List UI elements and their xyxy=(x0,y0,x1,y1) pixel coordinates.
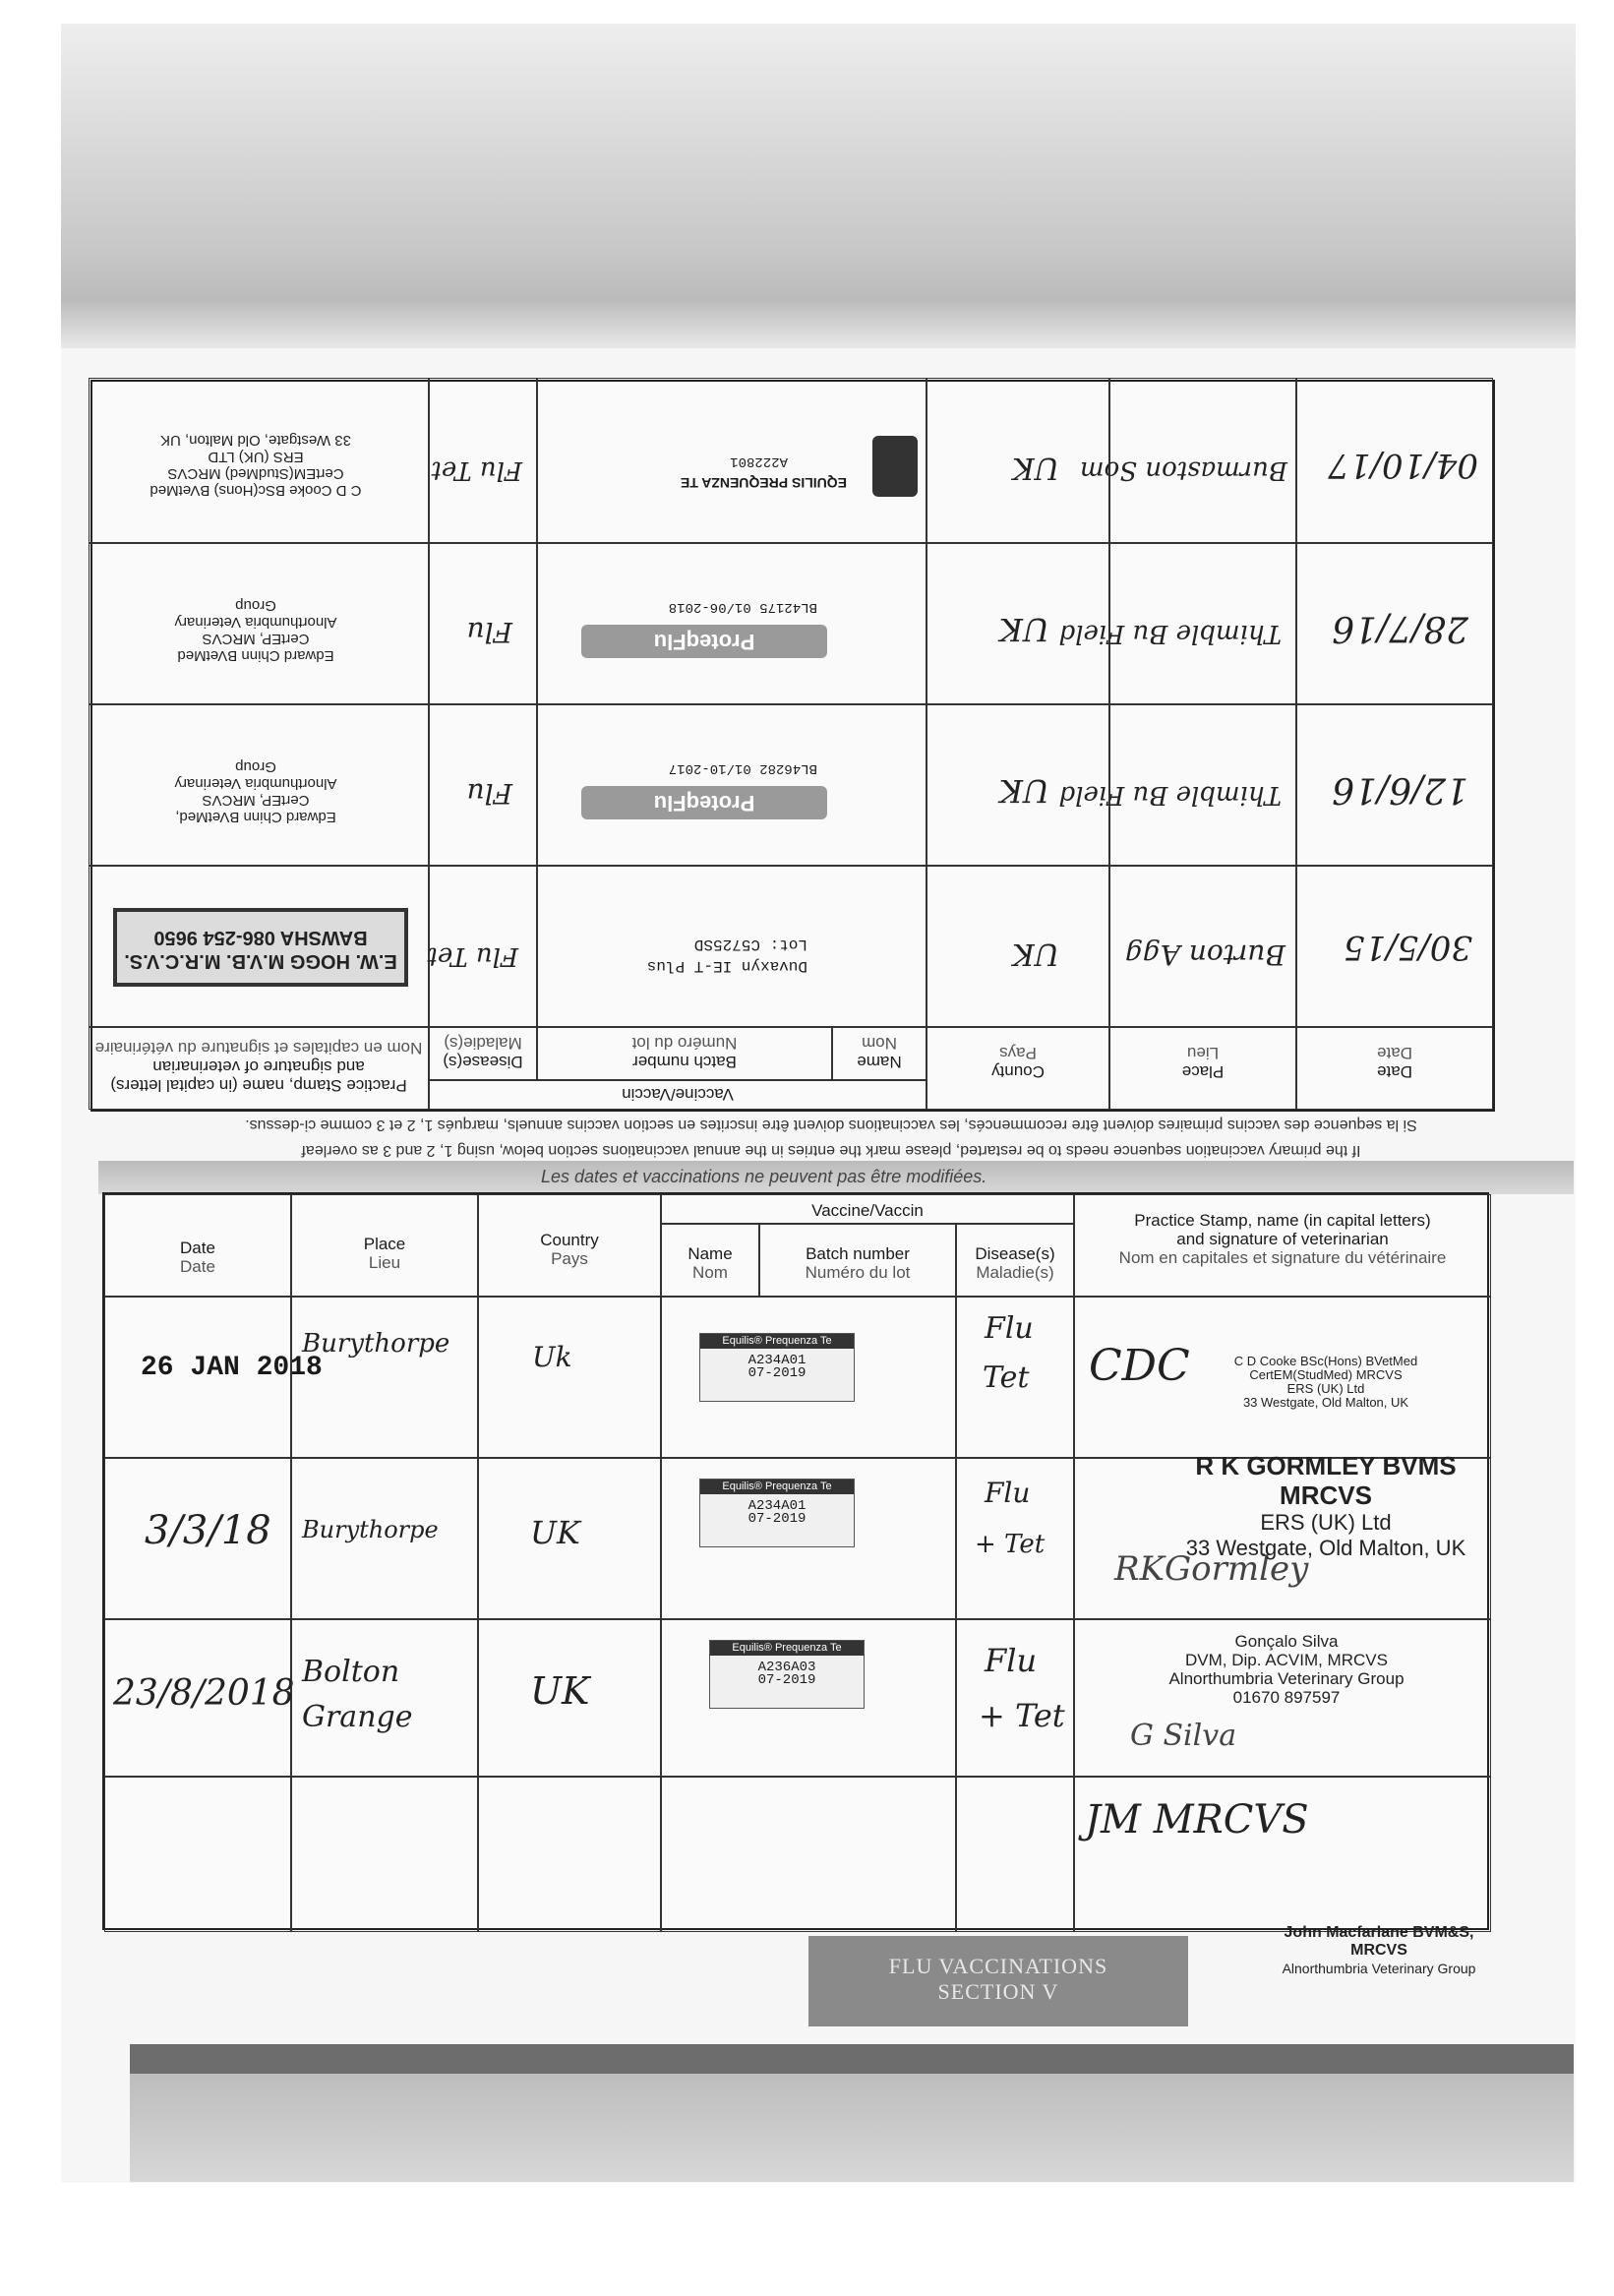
upper-header-practice: Practice Stamp, name (in capital letters) and signature of veterinarian Nom en capitales et signature du vétérinaire xyxy=(89,1027,429,1110)
footer-dark-band xyxy=(130,2044,1574,2074)
macfarlane-stamp: John Macfarlane BVM&S, MRCVS Alnorthumbria Veterinary Group xyxy=(1282,1924,1476,1976)
lower-header-name: Name Nom xyxy=(661,1224,759,1297)
lower-row2-vaccine-label: Equilis® Prequenza Te A234A01 07-2019 xyxy=(699,1479,855,1547)
upper-row3-label-brand: ProteqFlu xyxy=(581,786,827,819)
lower-row3-place: Bolton Grange xyxy=(302,1655,413,1734)
lower-header-place: Place Lieu xyxy=(291,1194,478,1297)
upper-row4-country: UK xyxy=(1012,937,1059,971)
lower-row3-date: 23/8/2018 xyxy=(113,1673,295,1714)
upper-table-rotated xyxy=(90,380,1495,1112)
upper-row3-disease: Flu xyxy=(466,777,512,810)
upper-row4-vaccine-cell xyxy=(537,866,927,1027)
lower-row3-disease-cell xyxy=(956,1619,1074,1777)
upper-header-vaccine: Vaccine/Vaccin xyxy=(429,1080,927,1110)
lower-row1-vaccine-cell xyxy=(661,1297,956,1458)
lower-row1-country: Uk xyxy=(532,1341,572,1373)
lower-row1-date: 26 JAN 2018 xyxy=(141,1353,323,1383)
upper-header-name: Name Nom xyxy=(832,1027,927,1080)
upper-row1-country: UK xyxy=(1012,451,1059,485)
upper-row4-stamp: E.W. HOGG M.V.B. M.R.C.V.S. BAWSHA 086-254 9650 xyxy=(113,908,408,987)
lower-row3-vaccine-cell xyxy=(661,1619,956,1777)
upper-row4-disease: Flu Tet xyxy=(427,941,518,971)
lower-row2-disease-1: Flu xyxy=(985,1477,1031,1509)
lower-row2-country-cell xyxy=(478,1458,661,1619)
upper-row1-label-batch: A222801 xyxy=(730,453,788,469)
upper-row1-stamp: C D Cooke BSc(Hons) BVetMed CertEM(StudMed) MRCVS ERS (UK) LTD 33 Westgate, Old Malton, UK xyxy=(149,432,362,499)
upper-row4-label-batch: Lot: C5725SD xyxy=(693,936,807,953)
lower-row3-signature: G Silva xyxy=(1130,1719,1237,1753)
upper-row2-country-cell xyxy=(927,543,1109,704)
upper-row4-disease-cell xyxy=(429,866,537,1027)
lower-header-batch: Batch number Numéro du lot xyxy=(759,1224,956,1297)
upper-row1-country-cell xyxy=(927,378,1109,543)
upper-row2-country: UK xyxy=(999,611,1049,648)
lower-row3-vaccine-label: Equilis® Prequenza Te A236A03 07-2019 xyxy=(709,1640,865,1709)
lower-header-date: Date Date xyxy=(104,1194,291,1297)
upper-notice-fr: Si la sequence des vaccins primaires doivent être recommencés, les vaccinations doivent être inscrites en section vaccins annuels, marqués 1, 2 et 3 comme ci-dessus. xyxy=(245,1117,1417,1133)
upper-row4-practice-cell xyxy=(89,866,429,1027)
equilis-logo xyxy=(872,436,918,497)
upper-vaccination-table xyxy=(90,380,1495,1112)
lower-row1-practice-cell xyxy=(1074,1297,1491,1458)
lower-row3-disease-2: + Tet xyxy=(979,1697,1065,1734)
upper-row1-practice-cell xyxy=(89,378,429,543)
upper-row3-country: UK xyxy=(999,772,1049,810)
lower-row1-disease-1: Flu xyxy=(985,1311,1034,1346)
lower-row2-disease-cell xyxy=(956,1458,1074,1619)
upper-row2-stamp: Edward Chinn BVetMed CertEP, MRCVS Alnorthumbria Veterinary Group xyxy=(174,597,337,664)
upper-row4-place-cell xyxy=(1109,866,1296,1027)
lower-row4-place-cell xyxy=(291,1777,478,1932)
upper-row1-date-cell xyxy=(1296,378,1493,543)
upper-row2-label-batch: BL42175 01/06-2018 xyxy=(668,599,817,615)
lower-row2-date: 3/3/18 xyxy=(145,1508,271,1553)
lower-row1-vaccine-label: Equilis® Prequenza Te A234A01 07-2019 xyxy=(699,1333,855,1402)
upper-header-batch: Batch number Numéro du lot xyxy=(537,1027,832,1080)
lower-row3-disease-1: Flu xyxy=(985,1642,1038,1679)
lower-row1-country-cell xyxy=(478,1297,661,1458)
lower-row1-signature: CDC xyxy=(1089,1341,1190,1391)
upper-header-disease: Disease(s) Maladie(s) xyxy=(429,1027,537,1080)
upper-row4-country-cell xyxy=(927,866,1109,1027)
lower-row1-date-cell xyxy=(104,1297,323,1458)
lower-row4-date-cell xyxy=(104,1777,291,1932)
upper-row2-place: Thimble Bu Field xyxy=(1058,619,1282,648)
upper-row1-place: Burmaston Som xyxy=(1079,455,1287,485)
section-title-box xyxy=(808,1936,1188,2026)
lower-row3-place-cell xyxy=(291,1619,478,1777)
lower-header-vaccine: Vaccine/Vaccin xyxy=(661,1194,1074,1224)
lower-row3-date-cell xyxy=(104,1619,295,1777)
upper-row3-date: 12/6/16 xyxy=(1332,769,1468,810)
upper-row3-stamp: Edward Chinn BVetMed, CertEP, MRCVS Alnorthumbria Veterinary Group xyxy=(174,758,337,825)
upper-row1-date: 04/10/17 xyxy=(1328,446,1478,485)
lower-row1-place-cell xyxy=(291,1297,478,1458)
upper-row1-vaccine-cell xyxy=(537,378,927,543)
upper-row3-date-cell xyxy=(1296,704,1493,866)
lower-row4-signature: JM MRCVS xyxy=(1085,1797,1309,1843)
upper-row1-disease-cell xyxy=(429,378,537,543)
upper-row3-place-cell xyxy=(1058,704,1296,866)
upper-row1-place-cell xyxy=(1079,378,1296,543)
upper-row2-label-brand: ProteqFlu xyxy=(581,625,827,658)
lower-row4-practice-cell xyxy=(1074,1777,1491,1932)
upper-row4-date-cell xyxy=(1296,866,1493,1027)
banner-text: Les dates et vaccinations ne peuvent pas être modifiées. xyxy=(541,1167,987,1186)
upper-row2-disease-cell xyxy=(429,543,537,704)
lower-row4-vaccine-cell xyxy=(661,1777,956,1932)
lower-row2-vaccine-cell xyxy=(661,1458,956,1619)
upper-row4-label-brand: Duvaxyn IE-T Plus xyxy=(646,957,807,975)
upper-header-date: Date Date xyxy=(1296,1027,1493,1110)
footer-grey-band xyxy=(130,2074,1574,2182)
lower-row3-practice-cell xyxy=(1074,1619,1491,1777)
lower-row4-disease-cell xyxy=(956,1777,1074,1932)
lower-row3-country: UK xyxy=(530,1669,590,1713)
upper-row2-date-cell xyxy=(1296,543,1493,704)
section-title: FLU VACCINATIONS xyxy=(888,1954,1108,1978)
lower-row1-stamp: C D Cooke BSc(Hons) BVetMed CertEM(StudMed) MRCVS ERS (UK) Ltd 33 Westgate, Old Malton, UK xyxy=(1233,1354,1418,1410)
lower-row1-disease-cell xyxy=(956,1297,1074,1458)
upper-notice-en: If the primary vaccination sequence needs to be restarted, please mark the entries in the annual vaccinations section below, using 1, 2 and 3 as overleaf xyxy=(301,1142,1361,1159)
section-number: SECTION V xyxy=(937,1979,1059,2004)
upper-row4-place: Burton Agg xyxy=(1124,938,1285,971)
upper-header-place: Place Lieu xyxy=(1109,1027,1296,1110)
lower-row4-country-cell xyxy=(478,1777,661,1932)
upper-row3-label-batch: BL46282 01/10-2017 xyxy=(668,760,817,776)
lower-vaccination-table xyxy=(102,1192,1489,1930)
upper-header-country: County Pays xyxy=(927,1027,1109,1110)
lower-row2-practice-cell xyxy=(1074,1451,1491,1619)
lower-row3-stamp: Gonçalo Silva DVM, Dip. ACVIM, MRCVS Alnorthumbria Veterinary Group 01670 897597 xyxy=(1168,1632,1405,1707)
upper-row3-country-cell xyxy=(927,704,1109,866)
lower-row2-signature: RKGormley xyxy=(1114,1549,1309,1589)
upper-row2-vaccine-cell xyxy=(537,543,927,704)
lower-row2-disease-2: + Tet xyxy=(975,1530,1046,1559)
lower-row3-country-cell xyxy=(478,1619,661,1777)
upper-row2-place-cell xyxy=(1058,543,1296,704)
top-shade xyxy=(61,24,1576,348)
lower-row2-place-cell xyxy=(291,1458,478,1619)
upper-row2-practice-cell xyxy=(89,543,429,704)
upper-row3-vaccine-cell xyxy=(537,704,927,866)
upper-row3-place: Thimble Bu Field xyxy=(1058,780,1282,810)
lower-header-country: Country Pays xyxy=(478,1194,661,1297)
upper-row2-date: 28/7/16 xyxy=(1332,608,1468,648)
lower-row1-disease-2: Tet xyxy=(983,1360,1030,1395)
upper-row2-disease: Flu xyxy=(466,616,512,648)
lower-row2-date-cell xyxy=(104,1458,291,1619)
lower-header-disease: Disease(s) Maladie(s) xyxy=(956,1224,1074,1297)
upper-row3-disease-cell xyxy=(429,704,537,866)
upper-row3-practice-cell xyxy=(89,704,429,866)
lower-row2-country: UK xyxy=(530,1514,580,1551)
lower-header-practice: Practice Stamp, name (in capital letters) and signature of veterinarian Nom en capitales et signature du vétérinaire xyxy=(1074,1194,1491,1297)
upper-row1-label-brand: EQUILIS PREQUENZA TE xyxy=(680,475,847,491)
lower-row1-place: Burythorpe xyxy=(302,1329,450,1359)
lower-row2-stamp: R K GORMLEY BVMS MRCVS ERS (UK) Ltd 33 Westgate, Old Malton, UK xyxy=(1185,1451,1466,1560)
lower-row2-place: Burythorpe xyxy=(302,1516,439,1543)
upper-row1-disease: Flu Tet xyxy=(431,455,522,485)
upper-row4-date: 30/5/15 xyxy=(1343,928,1472,967)
